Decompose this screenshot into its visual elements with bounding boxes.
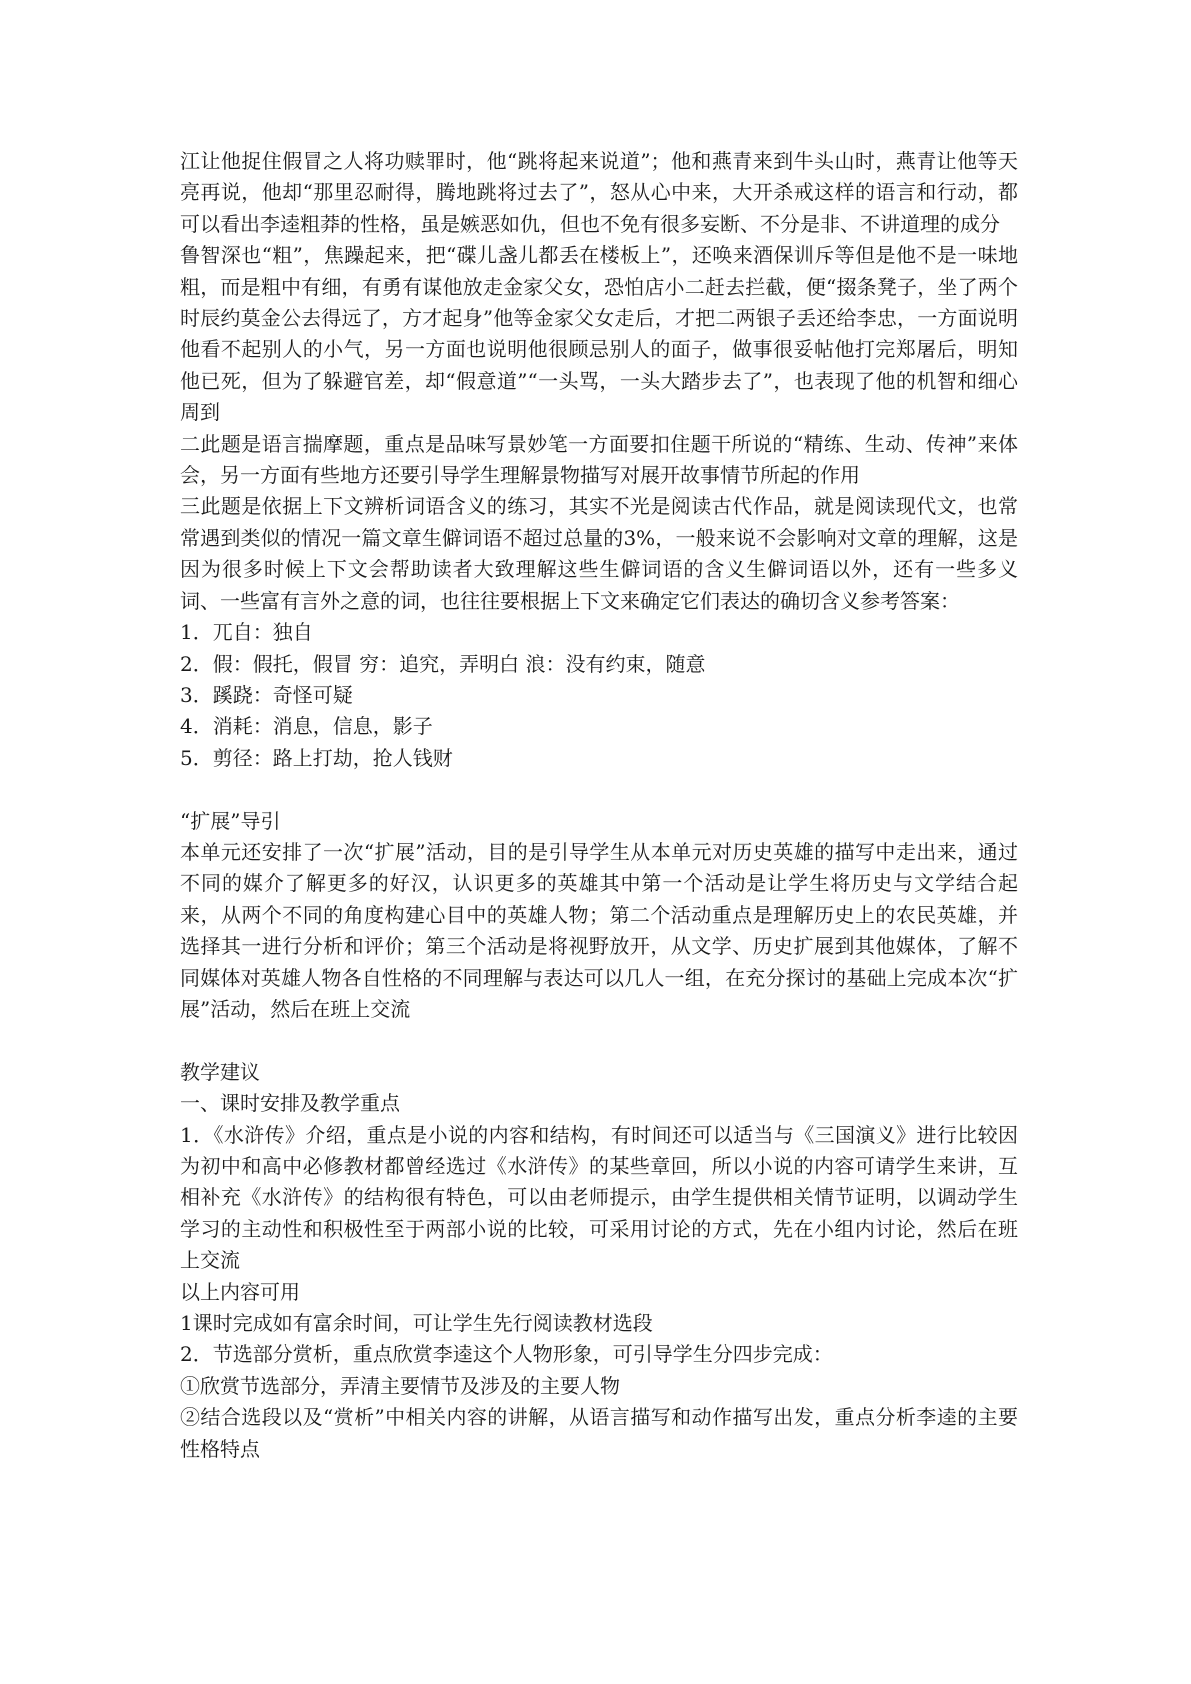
answer-item-4: 4．消耗：消息，信息，影子 [180,714,433,739]
answer-item-1: 1．兀自：独自 [180,620,313,645]
paragraph-content-usable: 以上内容可用 [180,1279,300,1304]
paragraph-li-kui-analysis: 江让他捉住假冒之人将功赎罪时，他“跳将起来说道”；他和燕青来到牛头山时，燕青让他等天亮再说，他却“那里忍耐得，腾地跳将过去了”，怒从心中来，大开杀戒这样的语言和行动，都可以看出李逵粗莽的性格，虽是嫉恶如仇，但也不免有很多妄断、不分是非、不讲道理的成分 [180,149,1018,236]
step-1: ①欣赏节选部分，弄清主要情节及涉及的主要人物 [180,1373,620,1398]
paragraph-item-2-appreciation: 2．节选部分赏析，重点欣赏李逵这个人物形象，可引导学生分四步完成： [180,1342,833,1367]
answer-item-3: 3．蹊跷：奇怪可疑 [180,682,353,707]
paragraph-question-two: 二此题是语言揣摩题，重点是品味写景妙笔一方面要扣住题干所说的“精练、生动、传神”来体会，另一方面有些地方还要引导学生理解景物描写对展开故事情节所起的作用 [180,431,1018,488]
paragraph-question-three: 三此题是依据上下文辨析词语含义的练习，其实不光是阅读古代作品，就是阅读现代文，也常常遇到类似的情况一篇文章生僻词语不超过总量的3%，一般来说不会影响对文章的理解，这是因为很多时候上下文会帮助读者大致理解这些生僻词语的含义生僻词语以外，还有一些多义词、一些富有言外之意的词，也往往要根据上下文来确定它们表达的确切含义参考答案： [180,494,1018,613]
paragraph-lu-zhishen-analysis: 鲁智深也“粗”，焦躁起来，把“碟儿盏儿都丢在楼板上”，还唤来酒保训斥等但是他不是一味地粗，而是粗中有细，有勇有谋他放走金家父女，恐怕店小二赶去拦截，便“掇条凳子，坐了两个时辰约莫金公去得远了，方才起身”他等金家父女走后，才把二两银子丢还给李忠，一方面说明他看不起别人的小气，另一方面也说明他很顾忌别人的面子，做事很妥帖他打完郑屠后，明知他已死，但为了躲避官差，却“假意道”“一头骂，一头大踏步去了”，也表现了他的机智和细心周到 [180,243,1018,425]
paragraph-extension-activity: 本单元还安排了一次“扩展”活动，目的是引导学生从本单元对历史英雄的描写中走出来，通过不同的媒介了解更多的好汉，认识更多的英雄其中第一个活动是让学生将历史与文学结合起来，从两个不同的角度构建心目中的英雄人物；第二个活动重点是理解历史上的农民英雄，并选择其一进行分析和评价；第三个活动是将视野放开，从文学、历史扩展到其他媒体，了解不同媒体对英雄人物各自性格的不同理解与表达可以几人一组，在充分探讨的基础上完成本次“扩展”活动，然后在班上交流 [180,839,1018,1021]
paragraph-item-1-introduction: 1．《水浒传》介绍，重点是小说的内容和结构，有时间还可以适当与《三国演义》进行比较因为初中和高中必修教材都曾经选过《水浒传》的某些章回，所以小说的内容可请学生来讲，互相补充《水浒传》的结构很有特色，可以由老师提示，由学生提供相关情节证明，以调动学生学习的主动性和积极性至于两部小说的比较，可采用讨论的方式，先在小组内讨论，然后在班上交流 [180,1122,1018,1273]
paragraph-one-lesson: 1课时完成如有富余时间，可让学生先行阅读教材选段 [180,1311,653,1335]
answer-item-2: 2．假：假托，假冒 穷：追究，弄明白 浪：没有约束，随意 [180,651,706,676]
blank-line [180,1025,1018,1056]
answer-item-5: 5．剪径：路上打劫，抢人钱财 [180,745,453,770]
document-body [180,146,1018,1465]
blank-line [180,774,1018,805]
section-heading-extension: “扩展”导引 [180,808,281,833]
subheading-schedule: 一、课时安排及教学重点 [180,1091,400,1116]
section-heading-teaching-suggestions: 教学建议 [180,1059,260,1084]
step-2: ②结合选段以及“赏析”中相关内容的讲解，从语言描写和动作描写出发，重点分析李逵的主要性格特点 [180,1405,1018,1461]
